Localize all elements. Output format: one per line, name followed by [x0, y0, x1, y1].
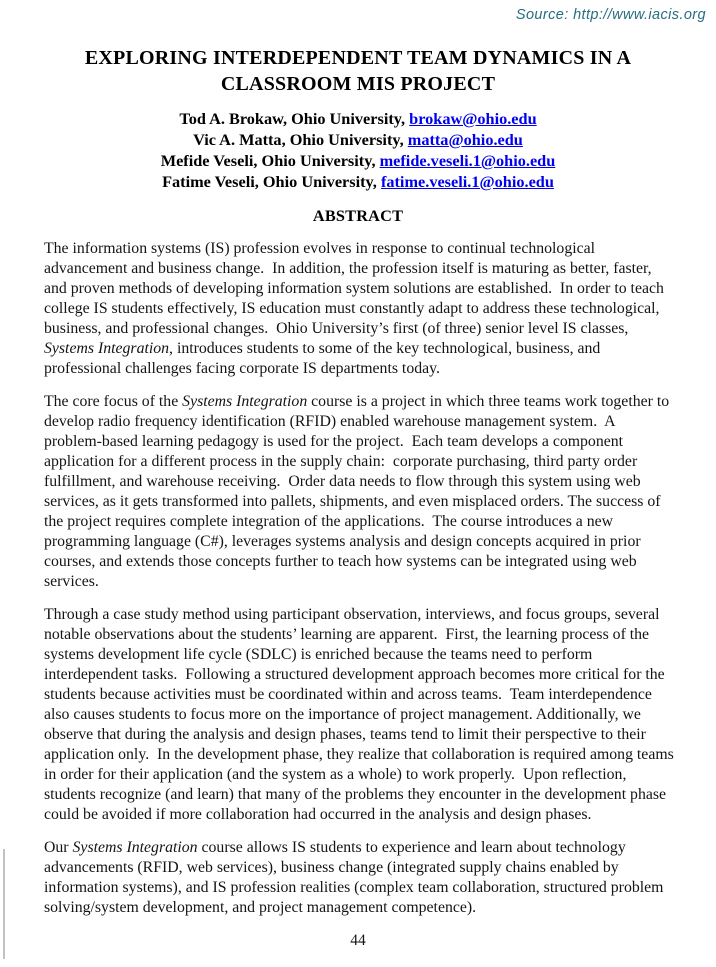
page-number: 44 [350, 932, 366, 949]
paragraph-text: The information systems (IS) profession evolves in response to continual technological advancement and business change. In addition, the profession itself is maturing as better, faster, and proven methods of developing information system solutions are established. In order to teach college IS students effectively, IS education must constantly adapt to address these technological, business, and professional changes. Ohio University’s first (of three) senior level IS classes, [44, 240, 668, 337]
author-email-link[interactable]: fatime.veseli.1@ohio.edu [380, 172, 554, 191]
paper-title-line-2: CLASSROOM MIS PROJECT [220, 73, 496, 95]
paragraph-text: The core focus of the [44, 393, 183, 410]
source-note-text[interactable]: Source: http://www.iacis.org [515, 7, 706, 23]
paragraph-text: course is a project in which three teams work together to develop radio frequency identification (RFID) enabled warehouse management system. A problem-based learning pedagogy is used for the project. Each team develops a component application for a different process in the supply chain: corporate purchasing, third party order fulfillment, and warehouse receiving. Order data needs to flow through this system using web services, as it gets transformed into pallets, shipments, and even misplaced orders. The success of the project requires complete integration of the applications. The course introduces a new programming language (C#), leverages systems analysis and design concepts acquired in prior courses, and extends those concepts further to teach how systems can be integrated using web services. [44, 393, 674, 590]
author-list [0, 108, 716, 192]
course-name-italic: Systems Integration [72, 839, 198, 856]
author-email-link[interactable]: matta@ohio.edu [407, 130, 523, 149]
author-name-affiliation: Vic A. Matta, Ohio University, [193, 130, 408, 149]
source-note [516, 7, 706, 23]
abstract-paragraph [44, 605, 676, 825]
abstract-heading: ABSTRACT [312, 206, 404, 225]
author-name-affiliation: Tod A. Brokaw, Ohio University, [179, 109, 410, 128]
abstract-paragraph [44, 838, 676, 918]
abstract-paragraph [44, 239, 676, 379]
paragraph-text: Our [44, 839, 73, 856]
paragraph-text: Through a case study method using participant observation, interviews, and focus groups, several notable observations about the students’ learning are apparent. First, the learning process of the systems development life cycle (SDLC) is enriched because the teams need to perform interdependent tasks. Following a structured development approach becomes more critical for the students because activities must be coordinated within and across teams. Team interdependence also causes students to focus more on the importance of project management. Additionally, we observe that during the analysis and design phases, teams tend to limit their perspective to their application only. In the development phase, they realize that collaboration is required among teams in order for their application (and the system as a whole) to work properly. Upon reflection, students recognize (and learn) that many of the problems they encounter in the development phase could be avoided if more collaboration had occurred in the analysis and design phases. [44, 606, 678, 823]
paper-title-line-1: EXPLORING INTERDEPENDENT TEAM DYNAMICS IN A [84, 47, 632, 69]
author-line [0, 129, 716, 150]
author-line [0, 150, 716, 171]
author-name-affiliation: Fatime Veseli, Ohio University, [162, 172, 381, 191]
course-name-italic: Systems Integration [182, 393, 308, 410]
author-email-link[interactable]: brokaw@ohio.edu [409, 109, 537, 128]
author-line [0, 108, 716, 129]
paragraph-text: , introduces students to some of the key technological, business, and professional challenges facing corporate IS departments today. [44, 340, 605, 377]
author-line [0, 171, 716, 192]
abstract-paragraph [44, 392, 676, 592]
author-email-link[interactable]: mefide.veseli.1@ohio.edu [379, 151, 556, 170]
abstract-body [44, 239, 676, 918]
course-name-italic: Systems Integration [44, 340, 170, 357]
paragraph-text: course allows IS students to experience and learn about technology advancements (RFID, web services), business change (integrated supply chains enabled by information systems), and IS profession realities (complex team collaboration, structured problem solving/system development, and project management competence). [44, 839, 668, 916]
author-name-affiliation: Mefide Veseli, Ohio University, [160, 151, 380, 170]
scan-edge-artifact [3, 849, 5, 959]
